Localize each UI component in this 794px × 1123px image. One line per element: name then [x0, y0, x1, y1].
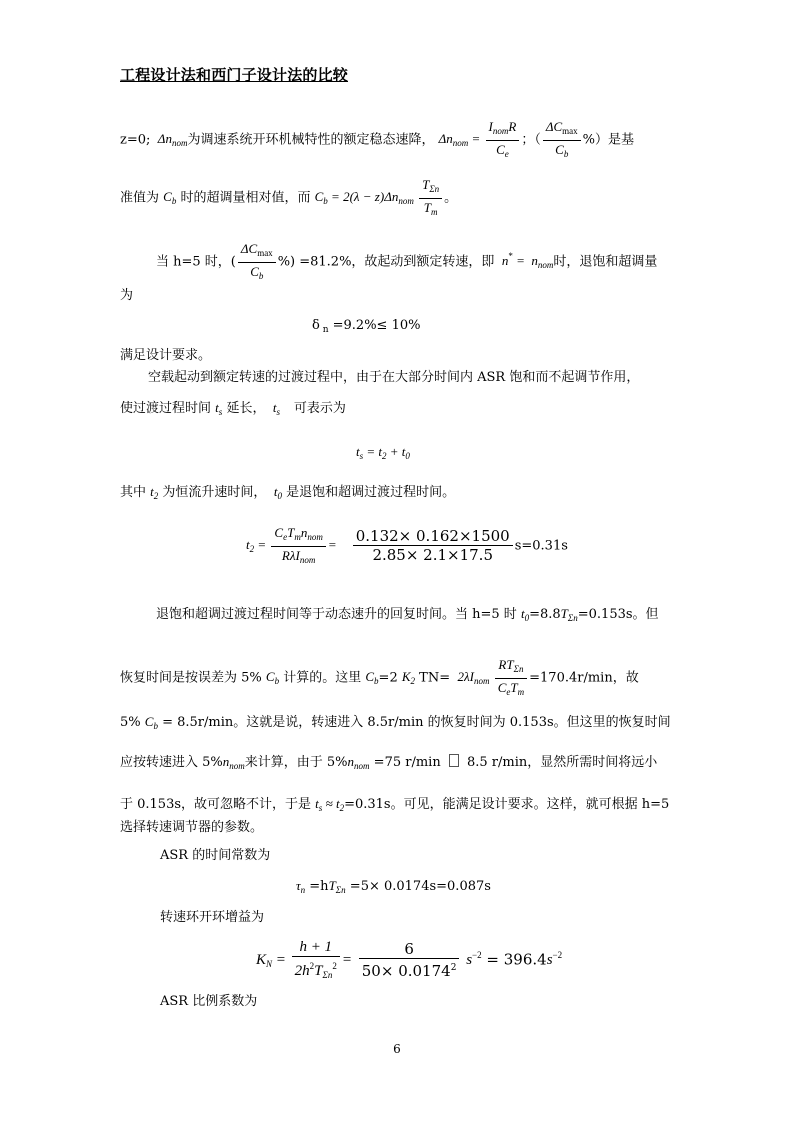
formula-k2: $K_2$	[401, 669, 416, 687]
text: 时的超调量相对值，而	[180, 190, 311, 206]
formula-cb: $C_b$	[163, 189, 177, 207]
formula-t2: $t_2$	[150, 484, 159, 501]
text: ；（	[521, 132, 541, 148]
text-line-8	[120, 482, 455, 506]
formula-cb-2: $C_b$	[265, 669, 280, 687]
text: 是退饱和超调过渡过程时间。	[286, 485, 456, 500]
missing-glyph-box	[449, 754, 459, 767]
formula-recovery: $2\lambda I_{nom}$ $\frac{RT_{\Sigma n}}{C_eT_m}$	[454, 669, 529, 684]
text: =8.8	[529, 607, 561, 622]
text: 5%	[120, 715, 141, 730]
t2-result: s=0.31s	[514, 538, 568, 554]
text: 使过渡过程时间	[120, 401, 212, 416]
text: =170.4r/min，故	[529, 670, 639, 686]
kn-denominator: 50× 0.0174	[361, 962, 451, 981]
formula-delta-nnom: $\Delta n_{nom}$	[154, 131, 188, 149]
text: 。	[444, 190, 458, 206]
text: 可表示为	[293, 401, 346, 416]
text: = 8.5r/min。这就是说，转速进入 8.5r/min 的恢复时间为 0.153s。但这里的恢复时间	[162, 715, 671, 730]
formula-t0: $t_0$	[270, 484, 282, 501]
text: %）是基	[582, 132, 634, 148]
formula-delta-n: δ $_n$ =9.2%≤ 10%	[312, 318, 421, 335]
text: 计算的。这里	[283, 670, 362, 686]
page-number: 6	[393, 1042, 401, 1056]
text: 延长，	[226, 401, 266, 416]
text-line-1	[120, 118, 634, 163]
formula-overshoot-ratio-2: $\frac{\Delta C_{max}}{C_b}$	[236, 253, 278, 268]
kn-result: = 396.4	[486, 950, 547, 969]
formula-tsum: $T_{\Sigma n}$	[560, 606, 578, 623]
text: 于 0.153s，故可忽略不计，于是	[120, 797, 312, 812]
formula-n-star: $n^* = n_{nom}$	[498, 251, 554, 271]
formula-t0-2: $t_0$	[520, 606, 530, 623]
formula-delta-nnom-def: $\Delta n_{nom}$ = $\frac{I_{nom}R}{C_e}$	[439, 131, 522, 146]
text: =2	[378, 670, 398, 686]
formula-tau-n: $\tau_n =hT_{\Sigma n} =5\times 0.0174s=0.087s$	[296, 878, 491, 895]
text-line-12	[120, 752, 657, 776]
formula-ts: $t_s$	[215, 400, 223, 417]
t2-denominator: 2.85× 2.1×17.5	[372, 546, 493, 565]
formula-ts-sum: $t_s = t_2 + t_0$	[356, 444, 410, 461]
text: =75 r/min	[373, 755, 441, 770]
text: TN=	[419, 670, 451, 686]
text-line-7	[120, 398, 346, 422]
text: =0.31s。可见，能满足设计要求。这样，就可根据 h=5	[344, 797, 670, 812]
text-line-10	[120, 656, 639, 701]
formula-kn: $K_N$ = $\frac{h + 1}{2h^2T_{\Sigma n}^2}$ = $\frac{6}{50\times 0.0174^2}$ $s^{-2} = 396.4s^{-2}$	[256, 939, 563, 981]
text: z=0;	[120, 132, 151, 148]
text-line-9	[156, 604, 659, 628]
text-line-17: ASR 比例系数为	[160, 994, 258, 1009]
formula-ts-2: $t_s$	[269, 400, 280, 417]
section-title: 工程设计法和西门子设计法的比较	[120, 66, 349, 84]
text-line-11	[120, 712, 671, 736]
text-line-15: ASR 的时间常数为	[160, 848, 271, 863]
text: 为恒流升速时间，	[162, 485, 267, 500]
formula-nnom-2: $n_{nom}$	[347, 754, 370, 771]
formula-ts-approx: $t_s \approx t_2$	[315, 796, 345, 813]
t2-numerator: 0.132× 0.162×1500	[353, 527, 513, 546]
text: 应按转速进入 5%	[120, 755, 223, 770]
text-line-6: 空载起动到额定转速的过渡过程中，由于在大部分时间内 ASR 饱和而不起调节作用，	[148, 370, 640, 385]
text: 来计算，由于 5%	[244, 755, 348, 770]
text-line-5: 满足设计要求。	[120, 348, 212, 363]
formula-overshoot-ratio: $\frac{\Delta C_{max}}{C_b}$	[541, 131, 583, 146]
text-line-13	[120, 794, 669, 818]
text-line-3	[156, 240, 657, 285]
formula-cb-4: $C_b$	[144, 714, 158, 731]
text: %) =81.2%，故起动到额定转速，即	[277, 254, 495, 270]
text: 当 h=5 时，(	[156, 254, 236, 270]
text-line-2	[120, 176, 457, 221]
text: 其中	[120, 485, 147, 500]
text: 时，退饱和超调量	[553, 254, 658, 270]
formula-cb-3: $C_b$	[365, 669, 379, 687]
text-line-14: 选择转速调节器的参数。	[120, 820, 264, 835]
text: 退饱和超调过渡过程时间等于动态速升的回复时间。当 h=5 时	[156, 607, 517, 622]
kn-numerator: 6	[359, 940, 460, 959]
formula-t2-calc: $t_2$ = $\frac{C_eT_mn_{nom}}{R\lambda I_{nom}}$ = $\frac{0.132\times 0.162\times 1500}{2.85\times 2.1\times 17.5}$ s=0.31s	[246, 525, 568, 565]
text-line-16: 转速环开环增益为	[160, 910, 265, 925]
text: 恢复时间是按误差为 5%	[120, 670, 262, 686]
text: 8.5 r/min，显然所需时间将远小	[466, 755, 658, 770]
text: 准值为	[120, 190, 160, 206]
text: 为调速系统开环机械特性的额定稳态速降，	[187, 132, 435, 148]
formula-nnom: $n_{nom}$	[222, 754, 245, 771]
formula-cb-def: $C_b = 2(\lambda - z)\Delta n_{nom}$ $\frac{T_{\Sigma n}}{T_m}$	[315, 189, 445, 204]
text: =0.153s。但	[577, 607, 659, 622]
text-line-4: 为	[120, 288, 134, 303]
